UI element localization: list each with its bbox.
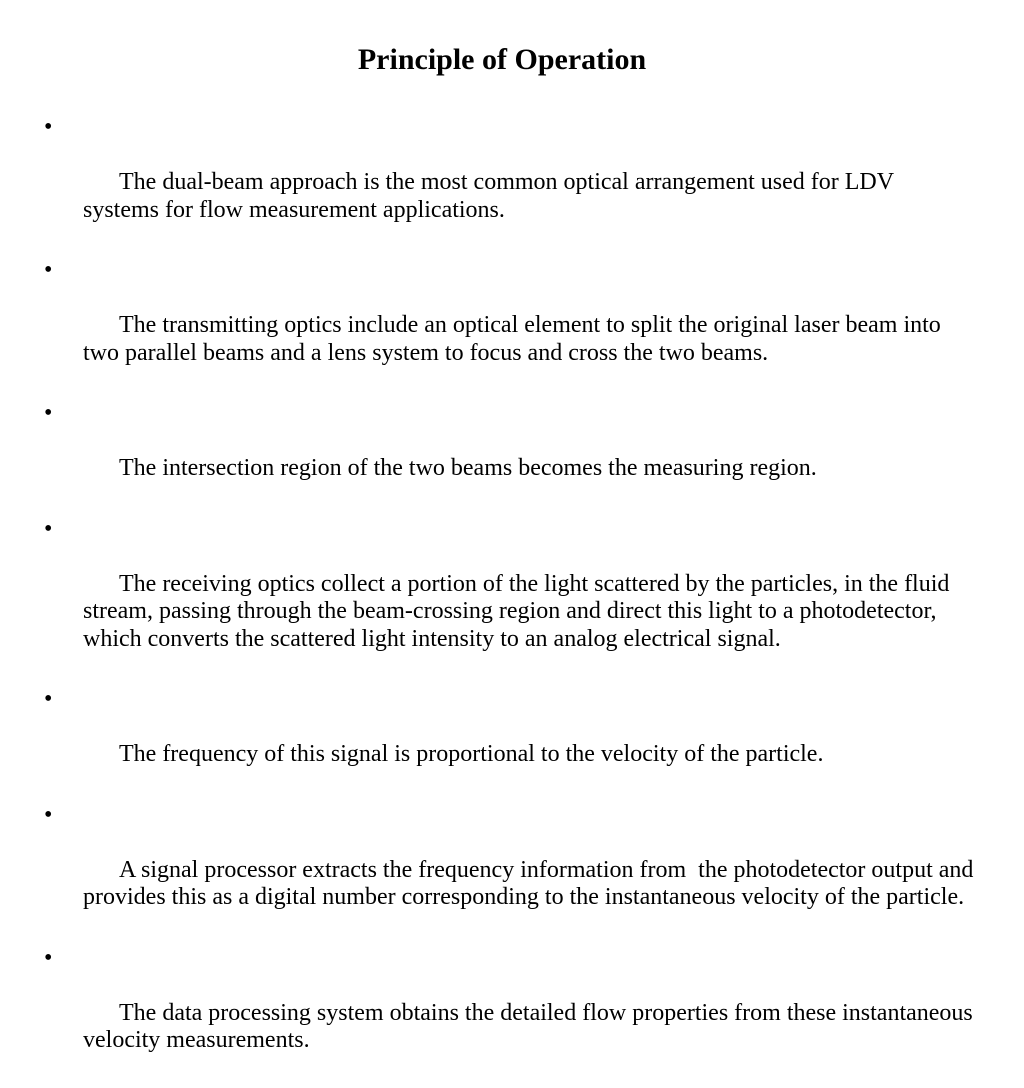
bullet-item xyxy=(44,944,979,1083)
bullet-dot-icon: • xyxy=(44,515,53,542)
bullet-text: The frequency of this signal is proportional to the velocity of the particle. xyxy=(119,741,824,767)
bullet-dot-icon: • xyxy=(44,257,53,283)
bullet-text: A signal processor extracts the frequency information from the photodetector output and provides this as a digital number corresponding to the instantaneous velocity of the particle. xyxy=(83,856,980,910)
bullet-text: The intersection region of the two beams becomes the measuring region. xyxy=(119,455,817,481)
bullet-dot-icon: • xyxy=(44,114,53,140)
bullet-list xyxy=(44,114,980,1088)
bullet-dot-icon: • xyxy=(44,944,53,971)
bullet-item xyxy=(44,686,974,796)
bullet-item xyxy=(44,516,974,681)
bullet-text: The transmitting optics include an optical element to split the original laser beam into two parallel beams and a lens system to focus and cross the two beams. xyxy=(83,312,947,366)
bullet-dot-icon: • xyxy=(44,686,53,712)
bullet-dot-icon: • xyxy=(44,400,53,426)
bullet-item xyxy=(44,801,980,940)
bullet-item xyxy=(44,400,974,510)
bullet-text: The dual-beam approach is the most common optical arrangement used for LDV systems for flow measurement applications. xyxy=(83,169,900,223)
bullet-text: The data processing system obtains the detailed flow properties from these instantaneous velocity measurements. xyxy=(83,999,979,1053)
bullet-item xyxy=(44,257,974,395)
bullet-item xyxy=(44,114,974,252)
bullet-dot-icon: • xyxy=(44,801,53,828)
bullet-text: The receiving optics collect a portion of the light scattered by the particles, in the fluid stream, passing through the beam-crossing region and direct this light to a photodetector, which converts the scattered light intensity to an analog electrical signal. xyxy=(83,570,956,652)
slide-title: Principle of Operation xyxy=(357,43,647,76)
